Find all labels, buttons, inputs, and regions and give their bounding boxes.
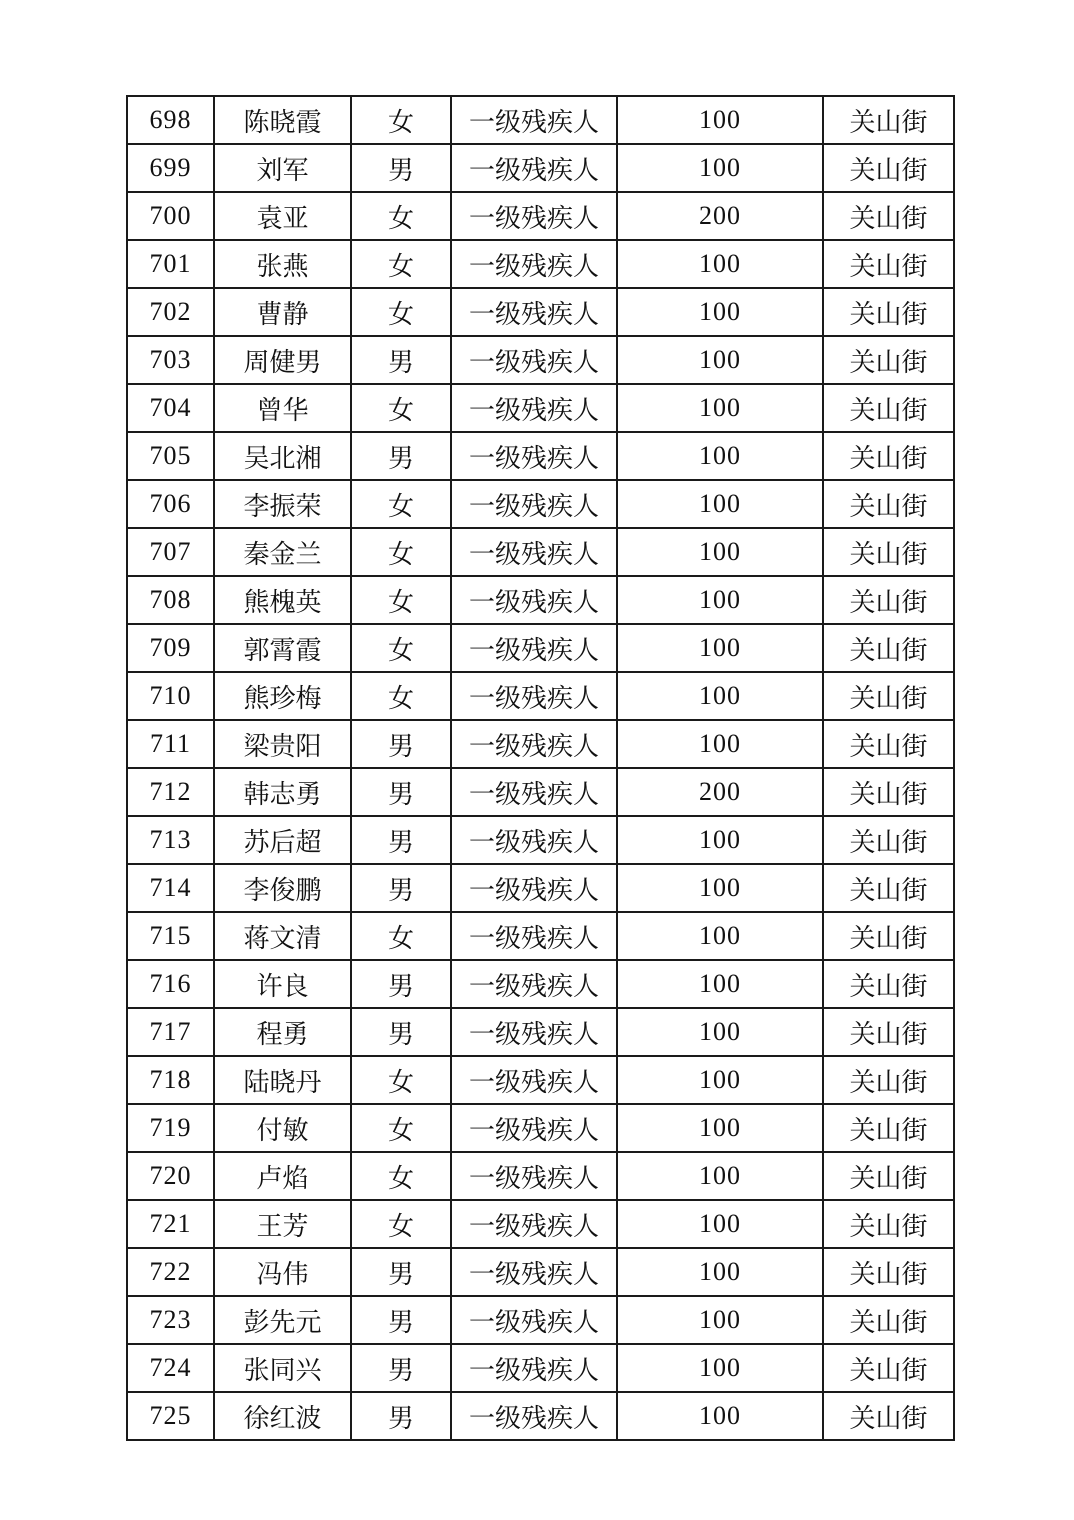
table-row [127, 912, 954, 960]
cell-gender: 女 [351, 1200, 451, 1248]
cell-street: 关山街 [823, 480, 954, 528]
cell-amount: 100 [617, 1008, 823, 1056]
cell-gender: 女 [351, 624, 451, 672]
cell-amount: 100 [617, 1152, 823, 1200]
cell-street: 关山街 [823, 240, 954, 288]
table-row [127, 1248, 954, 1296]
table-row [127, 816, 954, 864]
cell-street: 关山街 [823, 1152, 954, 1200]
cell-gender: 女 [351, 288, 451, 336]
cell-serial: 711 [127, 720, 214, 768]
cell-serial: 710 [127, 672, 214, 720]
cell-amount: 100 [617, 1056, 823, 1104]
cell-name: 李俊鹏 [214, 864, 351, 912]
table-row [127, 96, 954, 144]
table-row [127, 192, 954, 240]
table-row [127, 144, 954, 192]
cell-gender: 女 [351, 1056, 451, 1104]
cell-gender: 男 [351, 1296, 451, 1344]
cell-serial: 705 [127, 432, 214, 480]
cell-gender: 女 [351, 192, 451, 240]
cell-gender: 男 [351, 432, 451, 480]
table-row [127, 720, 954, 768]
cell-street: 关山街 [823, 1392, 954, 1440]
cell-name: 熊槐英 [214, 576, 351, 624]
cell-name: 徐红波 [214, 1392, 351, 1440]
table-row [127, 384, 954, 432]
cell-name: 周健男 [214, 336, 351, 384]
cell-name: 程勇 [214, 1008, 351, 1056]
cell-category: 一级残疾人 [451, 240, 617, 288]
cell-name: 刘军 [214, 144, 351, 192]
cell-street: 关山街 [823, 1344, 954, 1392]
cell-amount: 200 [617, 192, 823, 240]
cell-street: 关山街 [823, 1104, 954, 1152]
cell-gender: 女 [351, 672, 451, 720]
cell-category: 一级残疾人 [451, 1200, 617, 1248]
cell-amount: 200 [617, 768, 823, 816]
cell-amount: 100 [617, 912, 823, 960]
cell-street: 关山街 [823, 864, 954, 912]
cell-category: 一级残疾人 [451, 960, 617, 1008]
cell-amount: 100 [617, 864, 823, 912]
cell-category: 一级残疾人 [451, 528, 617, 576]
cell-name: 吴北湘 [214, 432, 351, 480]
cell-name: 付敏 [214, 1104, 351, 1152]
cell-category: 一级残疾人 [451, 912, 617, 960]
cell-category: 一级残疾人 [451, 768, 617, 816]
cell-name: 苏后超 [214, 816, 351, 864]
cell-category: 一级残疾人 [451, 1008, 617, 1056]
cell-gender: 男 [351, 144, 451, 192]
cell-serial: 707 [127, 528, 214, 576]
cell-category: 一级残疾人 [451, 1152, 617, 1200]
cell-serial: 725 [127, 1392, 214, 1440]
cell-gender: 男 [351, 1392, 451, 1440]
cell-amount: 100 [617, 624, 823, 672]
cell-name: 曹静 [214, 288, 351, 336]
cell-serial: 706 [127, 480, 214, 528]
cell-serial: 699 [127, 144, 214, 192]
table-row [127, 672, 954, 720]
cell-category: 一级残疾人 [451, 1296, 617, 1344]
table-row [127, 1152, 954, 1200]
cell-amount: 100 [617, 528, 823, 576]
cell-name: 王芳 [214, 1200, 351, 1248]
cell-amount: 100 [617, 384, 823, 432]
cell-serial: 722 [127, 1248, 214, 1296]
cell-category: 一级残疾人 [451, 576, 617, 624]
cell-street: 关山街 [823, 816, 954, 864]
cell-street: 关山街 [823, 576, 954, 624]
cell-amount: 100 [617, 1296, 823, 1344]
cell-serial: 718 [127, 1056, 214, 1104]
cell-street: 关山街 [823, 336, 954, 384]
cell-gender: 女 [351, 912, 451, 960]
table-row [127, 432, 954, 480]
table-row [127, 1200, 954, 1248]
cell-street: 关山街 [823, 912, 954, 960]
table-row [127, 576, 954, 624]
cell-gender: 男 [351, 720, 451, 768]
table-row [127, 768, 954, 816]
cell-name: 秦金兰 [214, 528, 351, 576]
cell-gender: 男 [351, 864, 451, 912]
cell-category: 一级残疾人 [451, 1344, 617, 1392]
cell-serial: 714 [127, 864, 214, 912]
table-row [127, 240, 954, 288]
cell-category: 一级残疾人 [451, 1056, 617, 1104]
cell-amount: 100 [617, 240, 823, 288]
cell-street: 关山街 [823, 1248, 954, 1296]
cell-amount: 100 [617, 96, 823, 144]
cell-gender: 女 [351, 240, 451, 288]
cell-gender: 男 [351, 816, 451, 864]
cell-street: 关山街 [823, 768, 954, 816]
cell-gender: 男 [351, 1344, 451, 1392]
cell-gender: 女 [351, 480, 451, 528]
cell-name: 李振荣 [214, 480, 351, 528]
cell-serial: 703 [127, 336, 214, 384]
cell-category: 一级残疾人 [451, 864, 617, 912]
cell-name: 张同兴 [214, 1344, 351, 1392]
cell-serial: 712 [127, 768, 214, 816]
cell-serial: 709 [127, 624, 214, 672]
cell-category: 一级残疾人 [451, 96, 617, 144]
cell-name: 熊珍梅 [214, 672, 351, 720]
table-row [127, 1296, 954, 1344]
cell-serial: 723 [127, 1296, 214, 1344]
cell-gender: 男 [351, 960, 451, 1008]
cell-street: 关山街 [823, 384, 954, 432]
cell-amount: 100 [617, 1104, 823, 1152]
cell-name: 彭先元 [214, 1296, 351, 1344]
table-row [127, 1056, 954, 1104]
cell-name: 陆晓丹 [214, 1056, 351, 1104]
cell-street: 关山街 [823, 192, 954, 240]
cell-serial: 701 [127, 240, 214, 288]
cell-amount: 100 [617, 336, 823, 384]
cell-amount: 100 [617, 288, 823, 336]
cell-gender: 男 [351, 336, 451, 384]
cell-category: 一级残疾人 [451, 720, 617, 768]
cell-name: 蒋文清 [214, 912, 351, 960]
table-row [127, 960, 954, 1008]
cell-category: 一级残疾人 [451, 336, 617, 384]
cell-name: 张燕 [214, 240, 351, 288]
cell-street: 关山街 [823, 1008, 954, 1056]
cell-amount: 100 [617, 480, 823, 528]
cell-gender: 女 [351, 96, 451, 144]
cell-street: 关山街 [823, 528, 954, 576]
table-row [127, 528, 954, 576]
cell-street: 关山街 [823, 96, 954, 144]
cell-name: 陈晓霞 [214, 96, 351, 144]
cell-street: 关山街 [823, 1200, 954, 1248]
cell-amount: 100 [617, 1392, 823, 1440]
cell-serial: 721 [127, 1200, 214, 1248]
cell-street: 关山街 [823, 144, 954, 192]
table-row [127, 480, 954, 528]
cell-serial: 700 [127, 192, 214, 240]
cell-name: 郭霄霞 [214, 624, 351, 672]
cell-category: 一级残疾人 [451, 816, 617, 864]
table-row [127, 624, 954, 672]
cell-serial: 716 [127, 960, 214, 1008]
cell-gender: 女 [351, 1104, 451, 1152]
cell-gender: 女 [351, 384, 451, 432]
cell-amount: 100 [617, 720, 823, 768]
table-row [127, 864, 954, 912]
cell-category: 一级残疾人 [451, 624, 617, 672]
cell-gender: 女 [351, 528, 451, 576]
cell-serial: 717 [127, 1008, 214, 1056]
cell-category: 一级残疾人 [451, 432, 617, 480]
cell-name: 韩志勇 [214, 768, 351, 816]
cell-category: 一级残疾人 [451, 1248, 617, 1296]
cell-amount: 100 [617, 1248, 823, 1296]
cell-category: 一级残疾人 [451, 480, 617, 528]
table-row [127, 336, 954, 384]
cell-gender: 女 [351, 1152, 451, 1200]
cell-serial: 708 [127, 576, 214, 624]
cell-category: 一级残疾人 [451, 144, 617, 192]
cell-name: 袁亚 [214, 192, 351, 240]
cell-name: 梁贵阳 [214, 720, 351, 768]
cell-street: 关山街 [823, 960, 954, 1008]
cell-amount: 100 [617, 576, 823, 624]
cell-name: 曾华 [214, 384, 351, 432]
cell-street: 关山街 [823, 432, 954, 480]
cell-street: 关山街 [823, 624, 954, 672]
cell-name: 冯伟 [214, 1248, 351, 1296]
cell-category: 一级残疾人 [451, 192, 617, 240]
cell-gender: 男 [351, 768, 451, 816]
cell-gender: 男 [351, 1008, 451, 1056]
cell-street: 关山街 [823, 288, 954, 336]
table-row [127, 1008, 954, 1056]
cell-amount: 100 [617, 432, 823, 480]
cell-name: 卢焰 [214, 1152, 351, 1200]
cell-serial: 702 [127, 288, 214, 336]
cell-street: 关山街 [823, 1056, 954, 1104]
cell-name: 许良 [214, 960, 351, 1008]
cell-category: 一级残疾人 [451, 384, 617, 432]
subsidy-table-body [127, 96, 954, 1440]
cell-amount: 100 [617, 1200, 823, 1248]
cell-serial: 719 [127, 1104, 214, 1152]
cell-street: 关山街 [823, 672, 954, 720]
cell-amount: 100 [617, 816, 823, 864]
cell-serial: 704 [127, 384, 214, 432]
cell-serial: 713 [127, 816, 214, 864]
cell-gender: 男 [351, 1248, 451, 1296]
subsidy-table [126, 95, 955, 1441]
cell-street: 关山街 [823, 720, 954, 768]
cell-category: 一级残疾人 [451, 1392, 617, 1440]
cell-category: 一级残疾人 [451, 1104, 617, 1152]
cell-category: 一级残疾人 [451, 288, 617, 336]
cell-street: 关山街 [823, 1296, 954, 1344]
table-row [127, 288, 954, 336]
cell-serial: 720 [127, 1152, 214, 1200]
cell-amount: 100 [617, 144, 823, 192]
table-row [127, 1344, 954, 1392]
cell-serial: 715 [127, 912, 214, 960]
cell-amount: 100 [617, 1344, 823, 1392]
cell-serial: 698 [127, 96, 214, 144]
cell-amount: 100 [617, 672, 823, 720]
cell-serial: 724 [127, 1344, 214, 1392]
table-row [127, 1392, 954, 1440]
cell-gender: 女 [351, 576, 451, 624]
table-row [127, 1104, 954, 1152]
cell-category: 一级残疾人 [451, 672, 617, 720]
cell-amount: 100 [617, 960, 823, 1008]
